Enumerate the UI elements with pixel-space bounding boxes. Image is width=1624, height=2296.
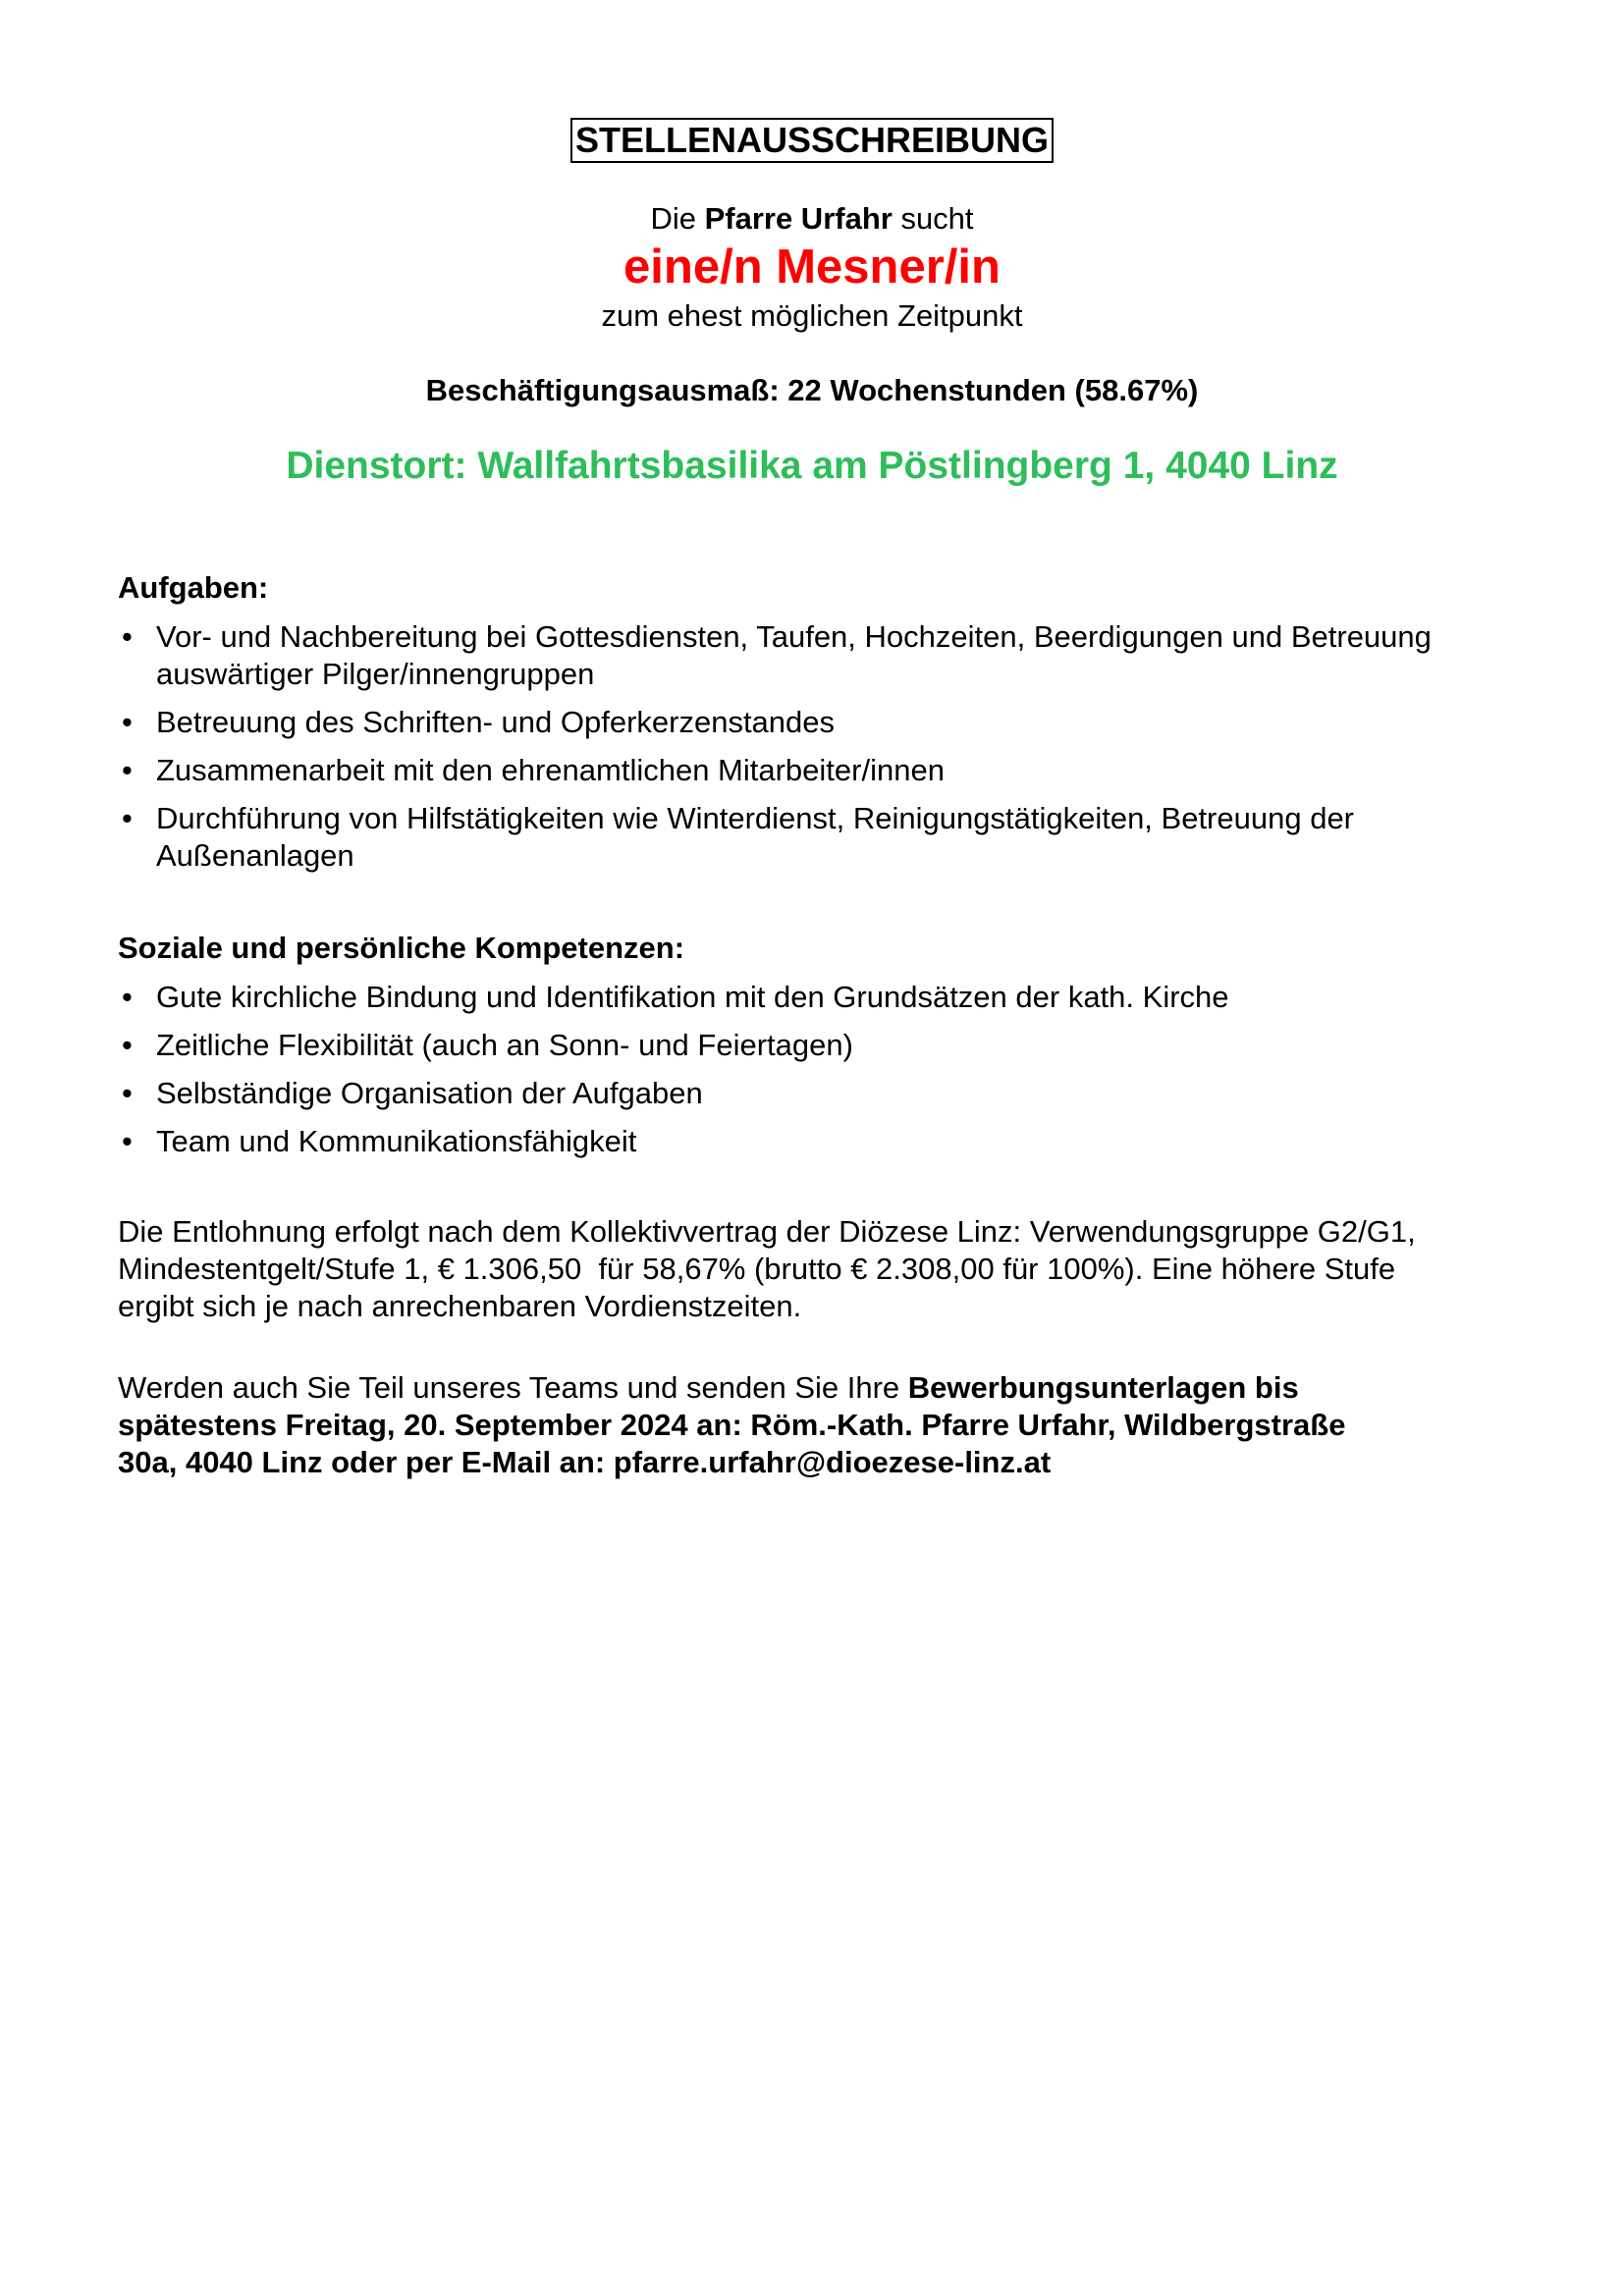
application-paragraph [118,1369,1532,1481]
application-emphasis: Bewerbungsunterlagen bis [907,1370,1299,1405]
salary-paragraph [118,1213,1532,1325]
bullet-icon: • [122,801,133,835]
list-item-text: Durchführung von Hilfstätigkeiten wie Winterdienst, Reinigungstätigkeiten, Betreuung der Außenanlagen [156,801,1355,873]
list-item [118,1027,1532,1064]
salary-line: Die Entlohnung erfolgt nach dem Kollektivvertrag der Diözese Linz: Verwendungsgruppe G2/G1, [118,1214,1416,1249]
bullet-icon: • [122,753,133,787]
bullet-icon: • [122,980,133,1014]
list-item-text: Gute kirchliche Bindung und Identifikation mit den Grundsätzen der kath. Kirche [156,980,1229,1014]
salary-line: Mindestentgelt/Stufe 1, € 1.306,50 für 58,67% (brutto € 2.308,00 für 100%). Eine höhere Stufe [118,1252,1396,1286]
tasks-section [118,569,1532,885]
work-location: Dienstort: Wallfahrtsbasilika am Pöstlingberg 1, 4040 Linz [286,445,1338,487]
employment-scope: Beschäftigungsausmaß: 22 Wochenstunden (58.67%) [425,373,1199,407]
position-title: eine/n Mesner/in [623,240,1001,294]
application-line [118,1444,1532,1481]
application-intro: Werden auch Sie Teil unseres Teams und senden Sie Ihre [118,1370,908,1405]
list-item-text: Vor- und Nachbereitung bei Gottesdiensten, Taufen, Hochzeiten, Beerdigungen und Betreuung auswärtiger Pilger/innengruppen [156,619,1432,691]
bullet-icon: • [122,1028,133,1062]
bullet-icon: • [122,705,133,739]
salary-line: ergibt sich je nach anrechenbaren Vordienstzeiten. [118,1289,802,1323]
list-item [118,800,1532,875]
application-deadline-address: spätestens Freitag, 20. September 2024 an: Röm.-Kath. Pfarre Urfahr, Wildbergstraße [118,1408,1346,1442]
title-row [0,118,1624,163]
list-item-text: Zusammenarbeit mit den ehrenamtlichen Mitarbeiter/innen [156,753,945,787]
list-item [118,752,1532,789]
bullet-icon: • [122,1124,133,1158]
application-line [118,1407,1532,1444]
list-item-text: Selbständige Organisation der Aufgaben [156,1076,703,1110]
start-date: zum ehest möglichen Zeitpunkt [601,298,1023,333]
list-item-text: Team und Kommunikationsfähigkeit [156,1124,637,1158]
competences-section [118,930,1532,1171]
list-item [118,1075,1532,1112]
bullet-icon: • [122,1076,133,1110]
organization-name: Pfarre Urfahr [704,201,893,236]
tasks-list [118,618,1532,875]
list-item [118,618,1532,693]
list-item [118,704,1532,741]
list-item-text: Betreuung des Schriften- und Opferkerzenstandes [156,705,836,739]
tasks-heading: Aufgaben: [118,570,269,605]
application-contact-email: 30a, 4040 Linz oder per E-Mail an: pfarre.urfahr@dioezese-linz.at [118,1445,1052,1479]
list-item-text: Zeitliche Flexibilität (auch an Sonn- und Feiertagen) [156,1028,853,1062]
org-prefix: Die [650,201,705,236]
bullet-icon: • [122,619,133,654]
competences-list [118,979,1532,1160]
document-title: STELLENAUSSCHREIBUNG [570,118,1054,163]
org-suffix: sucht [892,201,974,236]
list-item [118,1123,1532,1160]
list-item [118,979,1532,1016]
organization-line [0,200,1624,238]
application-line [118,1369,1532,1407]
competences-heading: Soziale und persönliche Kompetenzen: [118,931,685,965]
